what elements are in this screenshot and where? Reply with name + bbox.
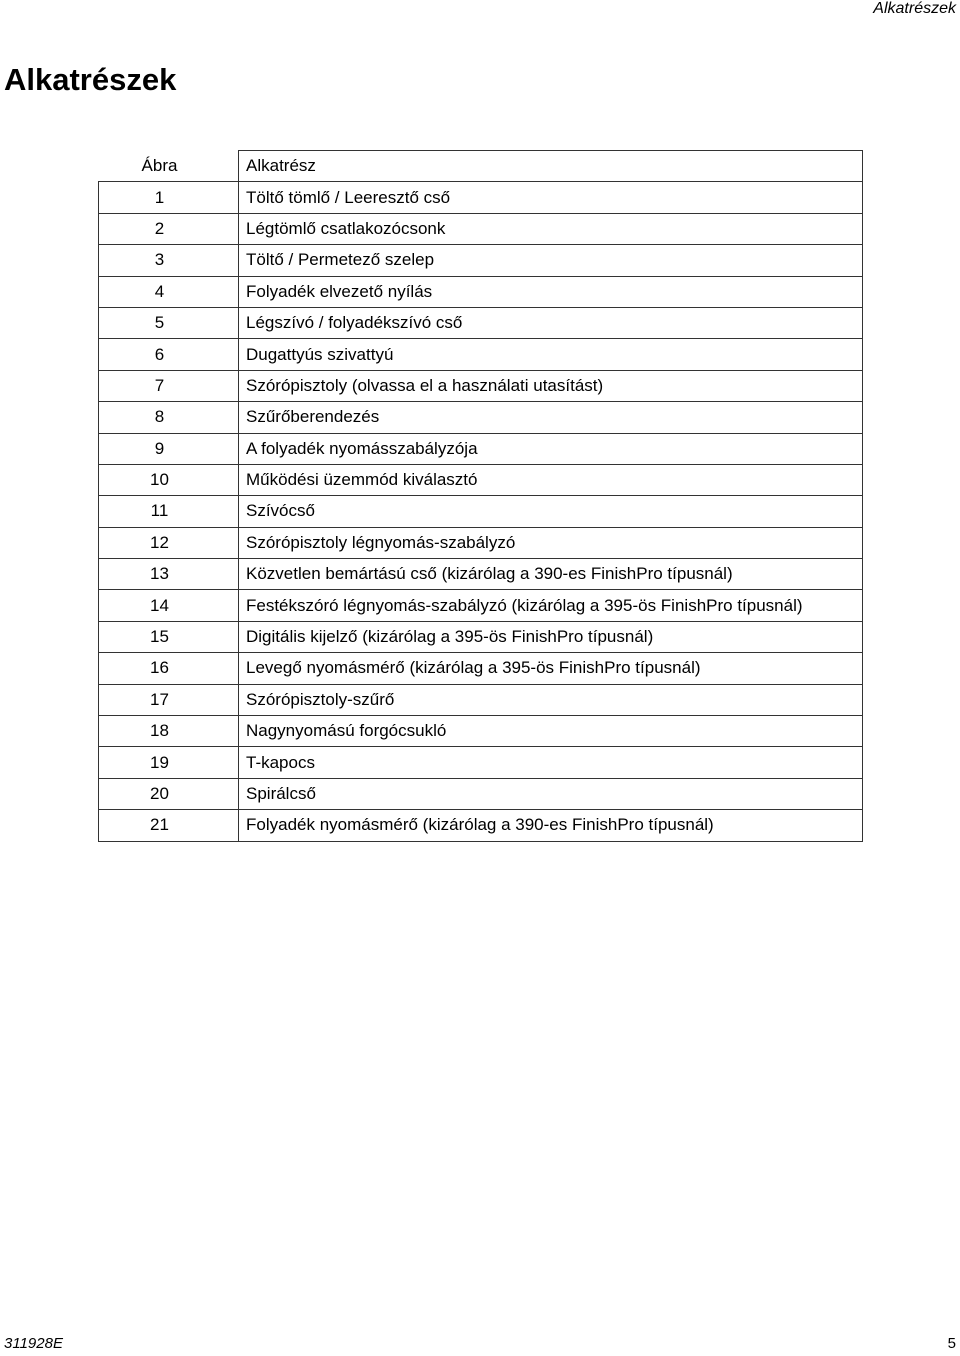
table-row: [99, 716, 863, 747]
part-name: A folyadék nyomásszabályzója: [239, 433, 863, 464]
table-row: [99, 276, 863, 307]
figure-number: 4: [99, 276, 239, 307]
figure-number: 10: [99, 464, 239, 495]
figure-number: 14: [99, 590, 239, 621]
figure-number: 18: [99, 716, 239, 747]
figure-number: 8: [99, 402, 239, 433]
table-row: [99, 213, 863, 244]
table-row: [99, 245, 863, 276]
document-number: 311928E: [4, 1335, 63, 1352]
part-name: Légtömlő csatlakozócsonk: [239, 213, 863, 244]
page-number: 5: [947, 1335, 956, 1352]
table-row: [99, 747, 863, 778]
table-row: [99, 370, 863, 401]
table-row: [99, 496, 863, 527]
figure-number: 2: [99, 213, 239, 244]
part-name: Szórópisztoly-szűrő: [239, 684, 863, 715]
part-name: Töltő / Permetező szelep: [239, 245, 863, 276]
figure-number: 21: [99, 810, 239, 841]
table-row: [99, 182, 863, 213]
part-name: Szórópisztoly légnyomás-szabályzó: [239, 527, 863, 558]
running-header: Alkatrészek: [873, 0, 956, 17]
part-name: Működési üzemmód kiválasztó: [239, 464, 863, 495]
part-name: Közvetlen bemártású cső (kizárólag a 390-es FinishPro típusnál): [239, 559, 863, 590]
table-row: [99, 464, 863, 495]
figure-number: 19: [99, 747, 239, 778]
part-name: Levegő nyomásmérő (kizárólag a 395-ös FinishPro típusnál): [239, 653, 863, 684]
page-title: Alkatrészek: [4, 62, 177, 97]
part-name: Festékszóró légnyomás-szabályzó (kizárólag a 395-ös FinishPro típusnál): [239, 590, 863, 621]
figure-number: 6: [99, 339, 239, 370]
table-row: [99, 339, 863, 370]
figure-number: 5: [99, 307, 239, 338]
part-name: Folyadék elvezető nyílás: [239, 276, 863, 307]
figure-number: 11: [99, 496, 239, 527]
figure-number: 7: [99, 370, 239, 401]
figure-number: 15: [99, 621, 239, 652]
part-name: Dugattyús szivattyú: [239, 339, 863, 370]
figure-number: 16: [99, 653, 239, 684]
table-row: [99, 527, 863, 558]
table-row: [99, 778, 863, 809]
parts-table-header: [99, 151, 863, 182]
part-name: Szórópisztoly (olvassa el a használati utasítást): [239, 370, 863, 401]
parts-table-body: [99, 182, 863, 841]
figure-number: 1: [99, 182, 239, 213]
parts-table: [98, 150, 863, 842]
table-row: [99, 590, 863, 621]
part-name: Töltő tömlő / Leeresztő cső: [239, 182, 863, 213]
table-row: [99, 810, 863, 841]
table-row: [99, 653, 863, 684]
column-header-part: Alkatrész: [239, 151, 863, 182]
column-header-figure: Ábra: [99, 151, 239, 182]
part-name: Szűrőberendezés: [239, 402, 863, 433]
figure-number: 12: [99, 527, 239, 558]
part-name: T-kapocs: [239, 747, 863, 778]
part-name: Nagynyomású forgócsukló: [239, 716, 863, 747]
part-name: Folyadék nyomásmérő (kizárólag a 390-es FinishPro típusnál): [239, 810, 863, 841]
part-name: Spirálcső: [239, 778, 863, 809]
figure-number: 9: [99, 433, 239, 464]
table-row: [99, 559, 863, 590]
table-row: [99, 402, 863, 433]
figure-number: 17: [99, 684, 239, 715]
figure-number: 13: [99, 559, 239, 590]
part-name: Légszívó / folyadékszívó cső: [239, 307, 863, 338]
table-row: [99, 684, 863, 715]
table-row: [99, 621, 863, 652]
part-name: Szívócső: [239, 496, 863, 527]
table-row: [99, 307, 863, 338]
figure-number: 3: [99, 245, 239, 276]
figure-number: 20: [99, 778, 239, 809]
table-row: [99, 433, 863, 464]
part-name: Digitális kijelző (kizárólag a 395-ös FinishPro típusnál): [239, 621, 863, 652]
header-row: [99, 151, 863, 182]
